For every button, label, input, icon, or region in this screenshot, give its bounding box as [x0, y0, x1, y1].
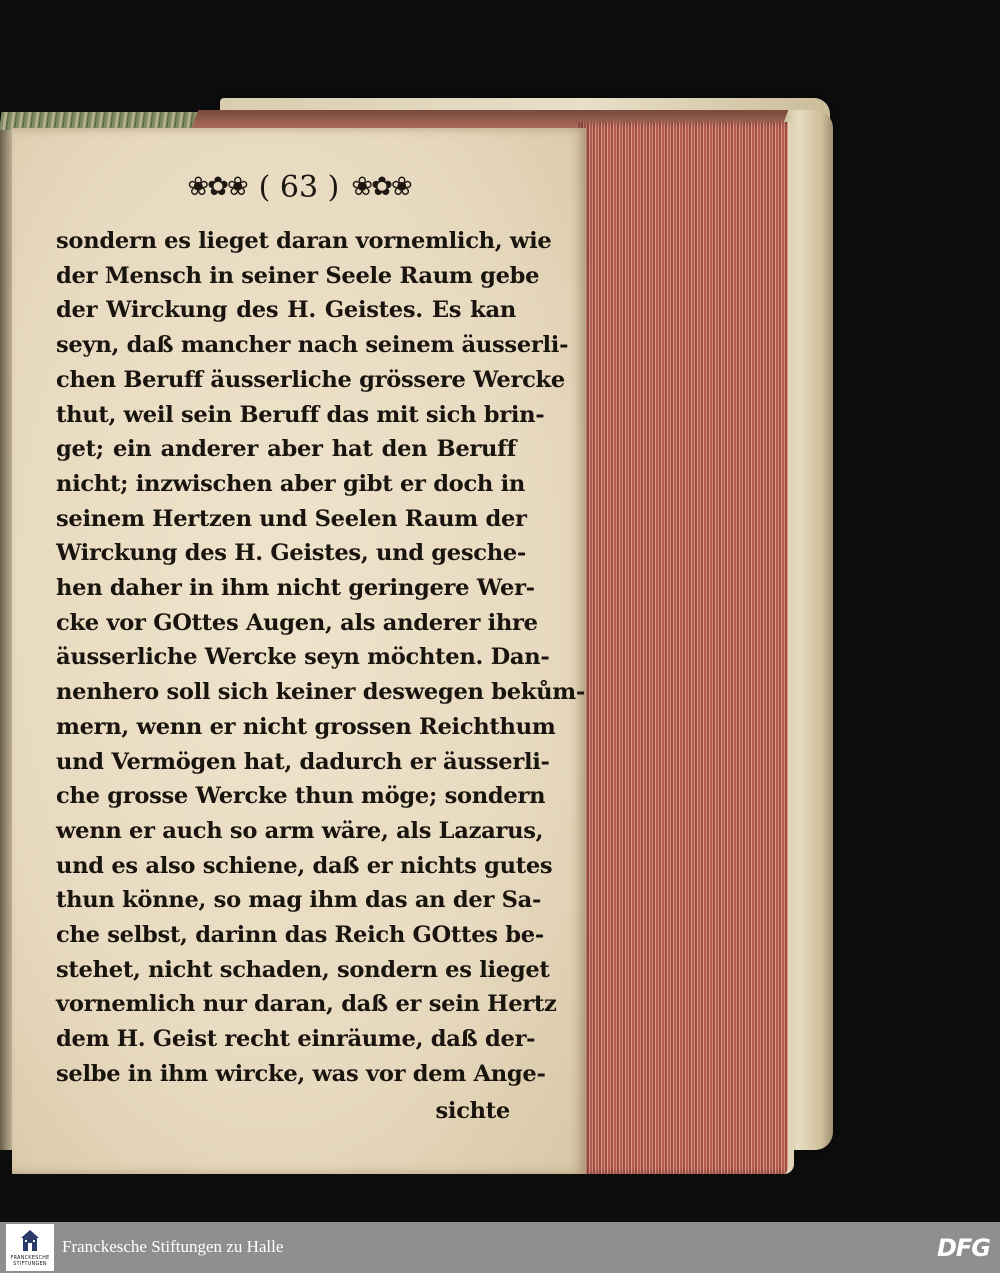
text-line: wenn er auch so arm wäre, als Lazarus,: [56, 817, 544, 844]
ornament-right-icon: ❀✿❀: [351, 172, 411, 202]
text-line: cke vor GOttes Augen, als anderer ihre: [56, 609, 538, 636]
text-line: dem H. Geist recht einräume, daß der-: [56, 1026, 536, 1053]
text-line: der Wirckung des H. Geistes. Es kan: [56, 297, 516, 324]
red-page-edges: [578, 122, 794, 1174]
text-line: nenhero soll sich keiner deswegen bekům-: [56, 679, 585, 706]
text-line: che grosse Wercke thun möge; sondern: [56, 783, 546, 810]
text-line: vornemlich nur daran, daß er sein Hertz: [56, 991, 557, 1018]
text-line: Wirckung des H. Geistes, und gesche-: [56, 540, 527, 567]
text-line: seinem Hertzen und Seelen Raum der: [56, 505, 527, 532]
page-header: [12, 170, 586, 205]
ornament-left-icon: ❀✿❀: [187, 172, 247, 202]
institution-name[interactable]: Franckesche Stiftungen zu Halle: [62, 1237, 284, 1256]
text-line: mern, wenn er nicht grossen Reichthum: [56, 713, 556, 740]
text-line: äusserliche Wercke seyn möchten. Dan-: [56, 644, 550, 671]
text-line: stehet, nicht schaden, sondern es lieget: [56, 956, 550, 983]
text-line: sondern es lieget daran vornemlich, wie: [56, 228, 552, 254]
text-line: selbe in ihm wircke, was vor dem Ange-: [56, 1060, 546, 1087]
text-line: der Mensch in seiner Seele Raum gebe: [56, 262, 540, 289]
text-line: seyn, daß mancher nach seinem äusserli-: [56, 332, 569, 359]
dfg-logo[interactable]: DFG: [936, 1234, 990, 1262]
text-line: und es also schiene, daß er nichts gutes: [56, 852, 553, 879]
page-text: [56, 224, 585, 1128]
text-line: thut, weil sein Beruff das mit sich brin-: [56, 401, 545, 428]
franckesche-logo[interactable]: [6, 1224, 54, 1271]
text-line: chen Beruff äusserliche grössere Wercke: [56, 366, 565, 393]
text-line: und Vermögen hat, dadurch er äusserli-: [56, 748, 550, 775]
page-number: ( 63 ): [258, 170, 340, 205]
logo-label: FRANCKESCHE STIFTUNGEN: [10, 1255, 50, 1267]
text-line: thun könne, so mag ihm das an der Sa-: [56, 887, 542, 914]
catchword: sichte: [435, 1097, 510, 1124]
footer-bar: [0, 1222, 1000, 1273]
text-line: hen daher in ihm nicht geringere Wer-: [56, 575, 535, 602]
text-line: get; ein anderer aber hat den Beruff: [56, 436, 516, 463]
text-line: nicht; inzwischen aber gibt er doch in: [56, 470, 526, 497]
text-line: che selbst, darinn das Reich GOttes be-: [56, 922, 544, 949]
book-page: [12, 128, 586, 1174]
building-icon: [20, 1229, 40, 1253]
